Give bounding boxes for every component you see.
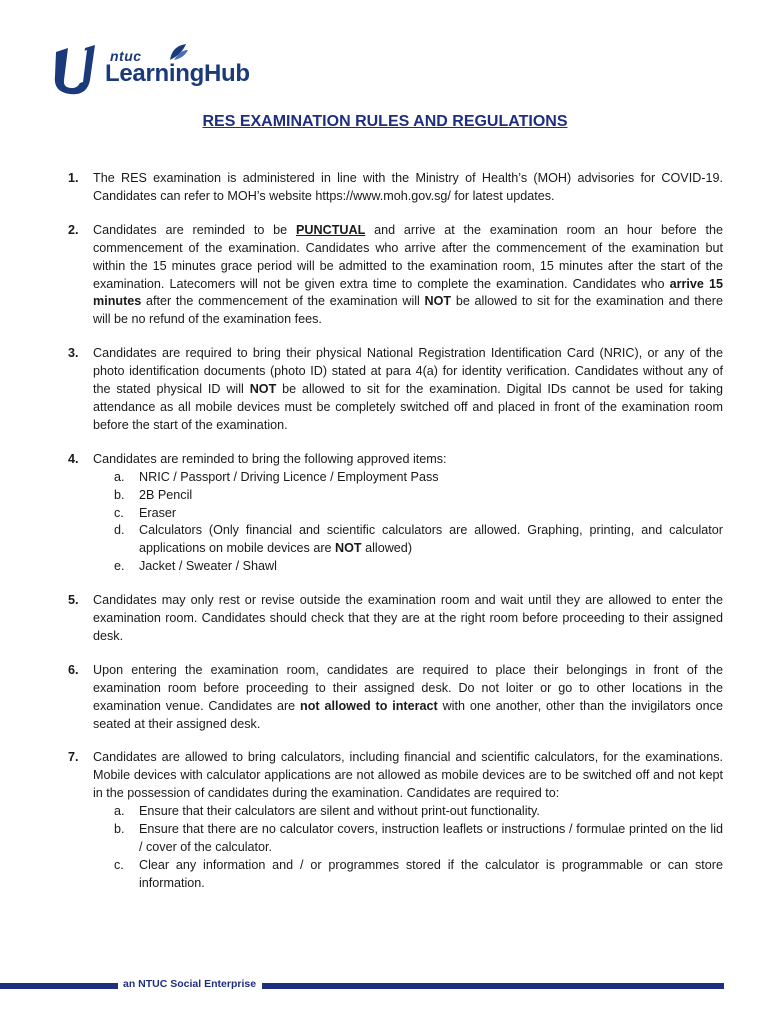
approved-items-list <box>93 469 723 576</box>
rule-text: Candidates are allowed to bring calculators, including financial and scientific calculators, for the examinations. Mobile devices with calculator applications are not allowed as mobile devices are to be switched off and not kept in the possession of candidates during the examination. Candidates are required to: <box>93 750 723 801</box>
rule-text: Candidates are reminded to bring the following approved items: <box>93 451 447 466</box>
list-item <box>114 469 723 487</box>
item-text: Calculators (Only financial and scientific calculators are allowed. Graphing, printing, and calculator applications on mobile devices are <box>139 523 723 556</box>
rule-1 <box>68 170 723 206</box>
item-text: Clear any information and / or programmes stored if the calculator is programmable or can store information. <box>139 857 723 890</box>
rule-text: Upon entering the examination room, candidates are required to place their belongings in front of the examination room before proceeding to their assigned desk. Do not loiter or go to other locations in the examination venue. Candidates are <box>93 662 723 713</box>
rule-text: Candidates are reminded to be <box>93 222 297 237</box>
emphasis-not: NOT <box>335 541 362 556</box>
list-item <box>114 857 723 893</box>
rules-list <box>68 170 723 909</box>
rule-number: 3. <box>68 346 79 361</box>
rule-number: 2. <box>68 222 79 237</box>
rule-number: 6. <box>68 662 79 677</box>
footer-bar-left <box>0 983 118 989</box>
item-text: Jacket / Sweater / Shawl <box>139 559 277 574</box>
logo-leaf-icon <box>168 42 190 62</box>
item-text: Eraser <box>139 505 177 520</box>
ntuc-learninghub-logo <box>50 42 270 100</box>
rule-number: 1. <box>68 171 79 185</box>
item-letter: a. <box>114 804 125 819</box>
rule-text: Candidates may only rest or revise outside the examination room and wait until they are allowed to enter the examination room. Candidates should check that they are at the right room before proceeding to their assigned desk. <box>93 593 723 643</box>
item-letter: d. <box>114 523 125 538</box>
rule-6 <box>68 662 723 734</box>
list-item <box>114 522 723 558</box>
item-text: Ensure that their calculators are silent and without print-out functionality. <box>139 804 540 819</box>
rule-text: be allowed to sit for the examination and there will be no refund of the examination fees. <box>93 294 723 327</box>
list-item <box>114 505 723 523</box>
emphasis-not: NOT <box>424 294 452 309</box>
list-item <box>114 487 723 505</box>
emphasis-not: NOT <box>249 382 277 397</box>
rule-number: 4. <box>68 451 79 466</box>
footer <box>0 978 770 994</box>
item-letter: a. <box>114 469 125 484</box>
emphasis-arrive-15-minutes: arrive 15 minutes <box>93 276 723 309</box>
rule-number: 5. <box>68 593 79 608</box>
rule-text: after the commencement of the examination will <box>141 294 425 309</box>
item-text: 2B Pencil <box>139 487 193 502</box>
item-letter: c. <box>114 505 124 520</box>
rule-4 <box>68 451 723 576</box>
item-letter: c. <box>114 857 124 872</box>
rule-text: and arrive at the examination room an hour before the commencement of the examination. Candidates who arrive after the commencement of the examination but within the 15 minutes grace period will be admitted to the examination room, 15 minutes after the start of the examination. Latecomers will not be given extra time to complete the examination. Candidates who <box>93 222 723 291</box>
emphasis-not-allowed-to-interact: not allowed to interact <box>300 698 438 713</box>
item-letter: b. <box>114 822 125 837</box>
rule-text: Candidates are required to bring their physical National Registration Identification Card (NRIC), or any of the photo identification documents (photo ID) stated at para 4(a) for identity verification. Candidates without any of the stated physical ID will <box>93 346 723 397</box>
item-letter: b. <box>114 487 125 502</box>
item-letter: e. <box>114 559 125 574</box>
rule-3 <box>68 345 723 435</box>
item-text: allowed) <box>361 541 413 556</box>
rule-number: 7. <box>68 750 79 765</box>
logo-learninghub-text: LearningHub <box>105 60 250 87</box>
footer-text: an NTUC Social Enterprise <box>123 978 257 990</box>
rule-text: The RES examination is administered in line with the Ministry of Health’s (MOH) advisories for COVID-19. Candidates can refer to MOH’s website https://www.moh.gov.sg/ for latest updates. <box>93 171 723 203</box>
item-text: NRIC / Passport / Driving Licence / Employment Pass <box>139 469 439 484</box>
logo-mark-icon <box>50 42 106 96</box>
item-text: Ensure that there are no calculator covers, instruction leaflets or instructions / formulae printed on the lid / cover of the calculator. <box>139 822 723 854</box>
rule-7 <box>68 749 723 892</box>
emphasis-punctual: PUNCTUAL <box>296 222 366 237</box>
logo-ntuc-text: ntuc <box>110 48 142 64</box>
footer-bar-right <box>262 983 724 989</box>
list-item <box>114 558 723 576</box>
list-item <box>114 803 723 821</box>
rule-5 <box>68 592 723 646</box>
calculator-requirements-list <box>93 803 723 893</box>
rule-text: with one another, other than the invigilators once seated at their assigned desk. <box>93 698 723 731</box>
list-item <box>114 821 723 857</box>
rule-text: be allowed to sit for the examination. Digital IDs cannot be used for taking attendance as all mobile devices must be completely switched off and placed in front of the examination room before the start of the examination. <box>93 382 724 432</box>
page-title: RES EXAMINATION RULES AND REGULATIONS <box>202 113 568 130</box>
rule-2 <box>68 222 723 329</box>
